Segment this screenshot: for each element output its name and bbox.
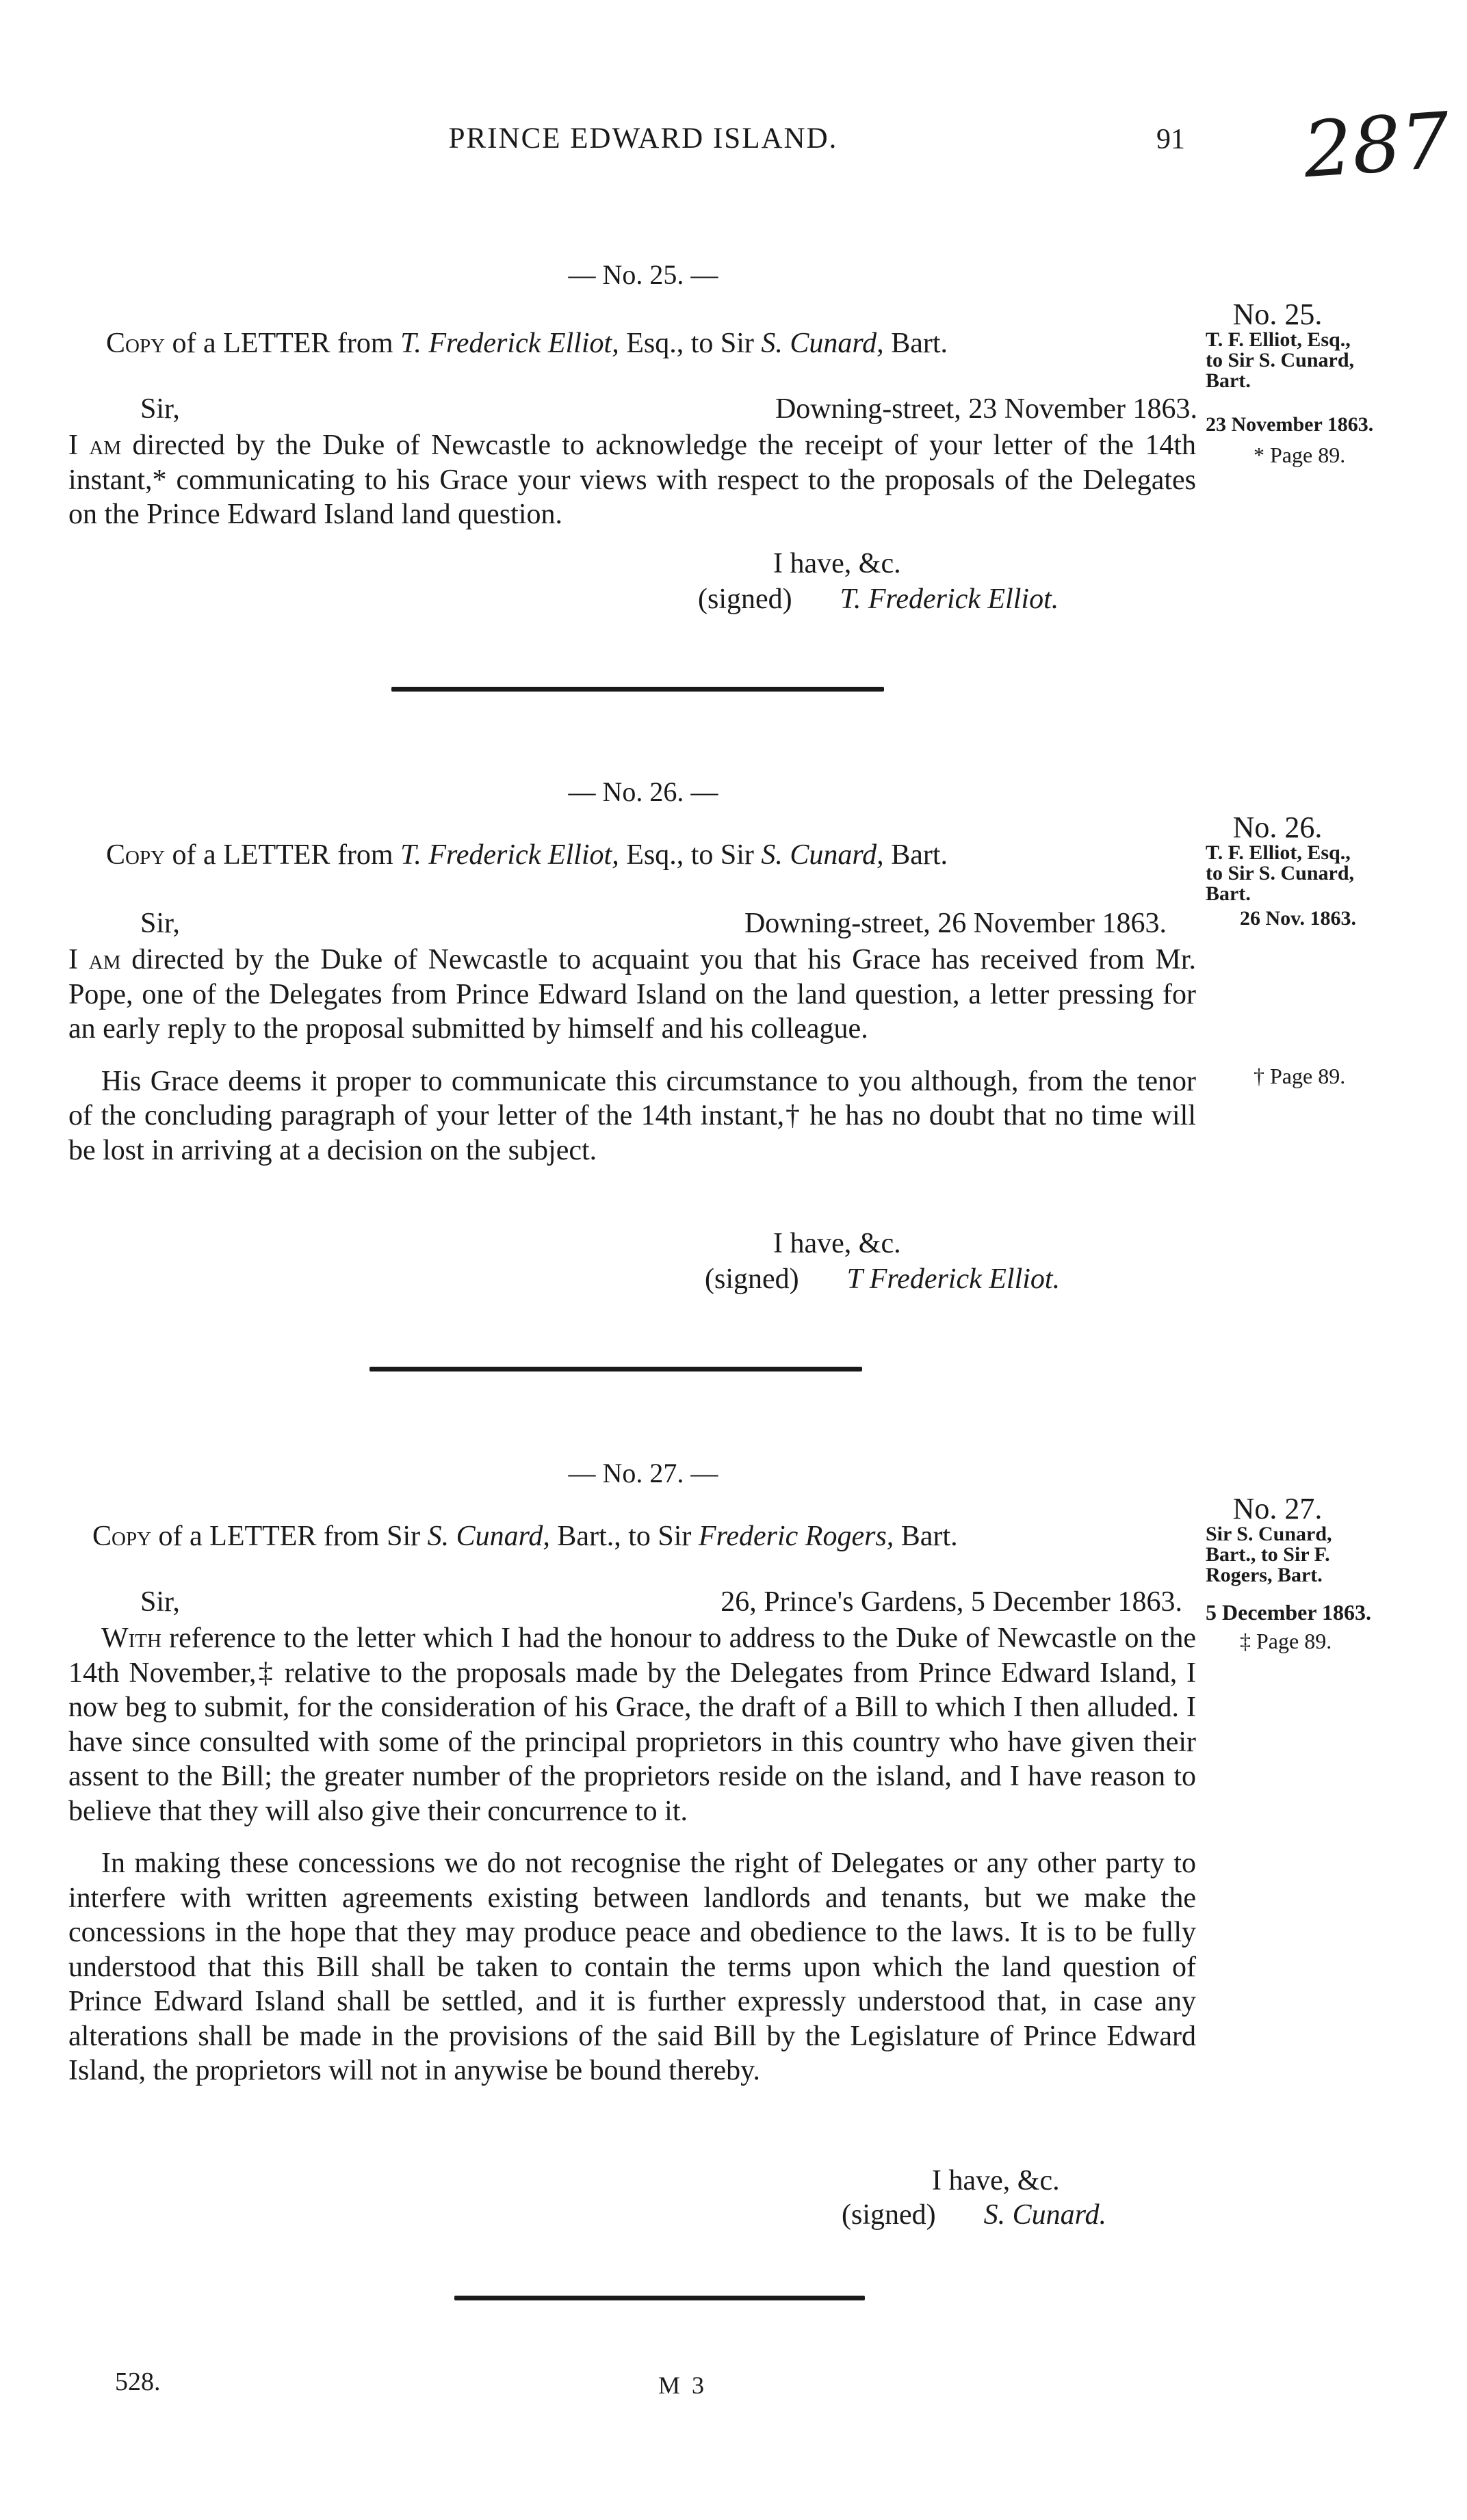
- paragraph-text: reference to the letter which I had the honour to address to the Duke of Newcastle on the 14th November,‡ relative to the proposals made by the Delegates from Prince Edward Island, I now beg to submit, for the consideration of his Grace, the draft of a Bill to which I then alluded. I have since consulted with some of the principal proprietors in this country who have given their assent to the Bill; the greater number of the proprietors reside on the island, and I have reason to believe that they will also give their concurrence to it.: [68, 1623, 1196, 1827]
- footer-number: 528.: [115, 2367, 161, 2396]
- signature-line-26: [705, 1263, 1060, 1296]
- caption-prefix: Copy: [106, 328, 166, 359]
- paragraph: [68, 1846, 1196, 2088]
- margin-line: Bart., to Sir F.: [1206, 1543, 1330, 1566]
- closing-26: I have, &c.: [773, 1228, 901, 1259]
- margin-note-27: [1206, 1494, 1459, 1651]
- margin-line: T. F. Elliot, Esq.,: [1206, 841, 1351, 864]
- signature: T. Frederick Elliot.: [840, 583, 1059, 615]
- salutation-27: Sir,: [140, 1586, 180, 1618]
- signature-line-27: [842, 2199, 1106, 2231]
- signed-label: (signed): [842, 2199, 936, 2231]
- margin-date: 26 Nov. 1863.: [1240, 907, 1357, 930]
- signature-mark: M 3: [658, 2372, 707, 2399]
- section-divider: [391, 687, 884, 692]
- letter-caption-27: [92, 1520, 958, 1553]
- salutation-26: Sir,: [140, 908, 180, 939]
- page-number: 91: [1156, 124, 1185, 155]
- margin-page-ref: † Page 89.: [1254, 1064, 1346, 1088]
- document-number-26: — No. 26. —: [568, 776, 718, 807]
- document-number-25: — No. 25. —: [568, 259, 718, 290]
- section-divider: [369, 1367, 862, 1371]
- paragraph-text: directed by the Duke of Newcastle to acknowledge the receipt of your letter of the 14th instant,* communicating to his Grace your views with respect to the proposals of the Delegates on the Prince Edward Island land question.: [68, 430, 1196, 530]
- caption-recipient: S. Cunard,: [761, 839, 884, 871]
- paragraph-text: His Grace deems it proper to communicate this circumstance to you although, from the tenor of the concluding paragraph of your letter of the 14th instant,† he has no doubt that no time will be lost in arriving at a decision on the subject.: [68, 1065, 1196, 1166]
- closing-25: I have, &c.: [773, 548, 901, 579]
- paragraph: [68, 428, 1196, 532]
- margin-heading: No. 26.: [1232, 811, 1323, 844]
- letter-body-25: [68, 428, 1196, 532]
- closing-27: I have, &c.: [932, 2165, 1060, 2196]
- dateline-26: Downing-street, 26 November 1863.: [744, 908, 1167, 939]
- caption-recipient-suffix: Bart.: [883, 839, 948, 871]
- signed-label: (signed): [698, 583, 792, 615]
- caption-middle: of a LETTER from: [165, 328, 401, 359]
- paragraph: [68, 1064, 1196, 1168]
- caption-recipient-suffix: Bart.: [894, 1521, 958, 1552]
- margin-heading: No. 25.: [1232, 298, 1323, 331]
- dateline-25: Downing-street, 23 November 1863.: [775, 393, 1197, 425]
- margin-line: to Sir S. Cunard,: [1206, 349, 1355, 371]
- caption-recipient: Frederic Rogers,: [698, 1521, 894, 1552]
- section-divider: [454, 2296, 865, 2300]
- margin-line: Bart.: [1206, 369, 1251, 392]
- caption-sender: T. Frederick Elliot,: [400, 328, 619, 359]
- caption-sender-suffix: Esq., to Sir: [619, 839, 762, 871]
- margin-line: Bart.: [1206, 882, 1251, 905]
- margin-date: 5 December 1863.: [1206, 1600, 1371, 1625]
- letter-body-26: [68, 943, 1196, 1168]
- salutation-25: Sir,: [140, 393, 180, 425]
- letter-caption-25: [106, 327, 948, 360]
- caption-middle: of a LETTER from Sir: [151, 1521, 428, 1552]
- margin-page-ref: * Page 89.: [1254, 443, 1346, 467]
- caption-prefix: Copy: [92, 1521, 152, 1552]
- paragraph: [68, 943, 1196, 1047]
- margin-line: to Sir S. Cunard,: [1206, 862, 1355, 884]
- paragraph: [68, 1621, 1196, 1828]
- caption-sender-suffix: Bart., to Sir: [549, 1521, 699, 1552]
- margin-page-ref: ‡ Page 89.: [1240, 1629, 1332, 1653]
- paragraph-lead: I am: [68, 944, 121, 975]
- paragraph-lead: With: [101, 1623, 161, 1654]
- paragraph-text: directed by the Duke of Newcastle to acquaint you that his Grace has received from Mr. Pope, one of the Delegates from Prince Edward Island on the land question, a letter pressing for an early reply to the proposal submitted by himself and his colleague.: [68, 944, 1196, 1045]
- margin-line: Sir S. Cunard,: [1206, 1523, 1332, 1545]
- margin-note-25: [1206, 300, 1459, 465]
- margin-line: T. F. Elliot, Esq.,: [1206, 328, 1351, 351]
- caption-sender: T. Frederick Elliot,: [400, 839, 619, 871]
- signature-line-25: [698, 583, 1059, 616]
- paragraph-text: In making these concessions we do not recognise the right of Delegates or any other party to interfere with written agreements existing between landlords and tenants, but we make the concessions in the hope that they may produce peace and obedience to the laws. It is to be fully understood that this Bill shall be taken to contain the terms upon which the land question of Prince Edward Island shall be settled, and it is further expressly understood that, in case any alterations shall be made in the provisions of the said Bill by the Legislature of Prince Edward Island, the proprietors will not in anywise be bound thereby.: [68, 1848, 1196, 2086]
- signature: S. Cunard.: [983, 2199, 1106, 2231]
- caption-recipient: S. Cunard,: [761, 328, 884, 359]
- caption-sender: S. Cunard,: [427, 1521, 550, 1552]
- letter-caption-26: [106, 839, 948, 871]
- margin-line: Rogers, Bart.: [1206, 1564, 1323, 1586]
- dateline-27: 26, Prince's Gardens, 5 December 1863.: [720, 1586, 1182, 1618]
- paragraph-lead: I am: [68, 430, 122, 461]
- running-head-title: PRINCE EDWARD ISLAND.: [448, 122, 838, 155]
- caption-sender-suffix: Esq., to Sir: [619, 328, 762, 359]
- document-number-27: — No. 27. —: [568, 1458, 718, 1488]
- caption-middle: of a LETTER from: [165, 839, 401, 871]
- caption-recipient-suffix: Bart.: [883, 328, 948, 359]
- handwritten-folio-number: 287: [1300, 96, 1453, 196]
- margin-heading: No. 27.: [1232, 1492, 1323, 1525]
- letter-body-27: [68, 1621, 1196, 2088]
- margin-date: 23 November 1863.: [1206, 413, 1374, 436]
- caption-prefix: Copy: [106, 839, 166, 871]
- signature: T Frederick Elliot.: [846, 1263, 1061, 1295]
- margin-note-26: [1206, 813, 1459, 1086]
- signed-label: (signed): [705, 1263, 799, 1295]
